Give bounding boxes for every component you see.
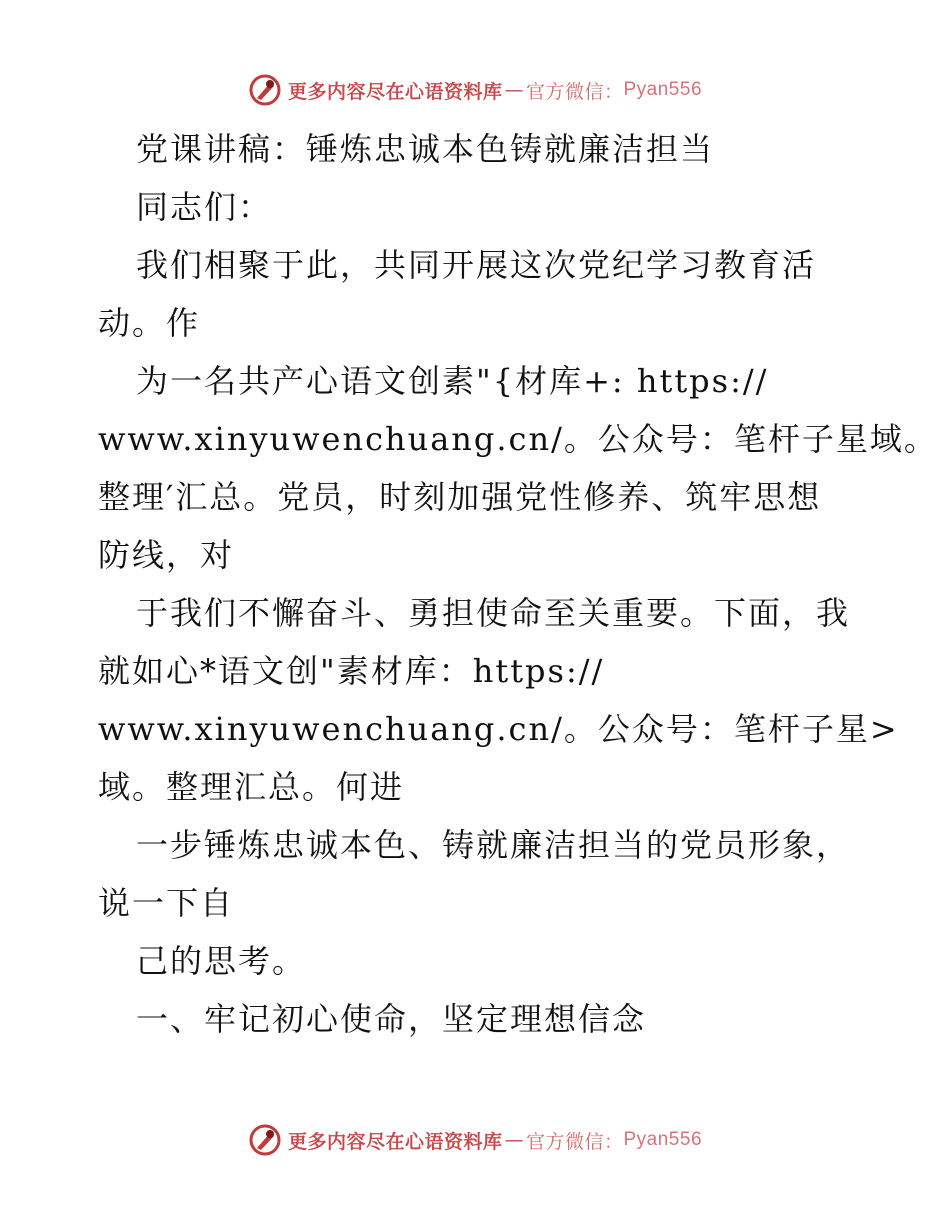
pen-logo-icon [248,1123,282,1157]
paragraph-line: 就如心*语文创"素材库：https:// [98,652,605,690]
paragraph-line: 整理′汇总。党员，时刻加强党性修养、筑牢思想 [98,478,822,516]
banner-wechat-label: 官方微信： [525,1130,624,1153]
paragraph-line: 于我们不懈奋斗、勇担使命至关重要。下面，我 [136,594,851,632]
paragraph-line: 防线，对 [98,536,235,574]
paragraph-line: 域。整理汇总。何进 [98,768,405,806]
paragraph-line: 我们相聚于此，共同开展这次党纪学习教育活 [136,246,817,284]
paragraph-line: 一步锤炼忠诚本色、铸就廉洁担当的党员形象， [136,826,851,864]
salutation: 同志们： [136,188,273,226]
paragraph-line: 己的思考。 [136,942,307,980]
banner-dash: — [504,79,524,101]
document-title: 党课讲稿：锤炼忠诚本色铸就廉洁担当 [136,130,715,168]
header-banner [0,68,950,112]
banner-main-text: 更多内容尽在心语资料库 [287,80,503,103]
banner-main-text: 更多内容尽在心语资料库 [287,1130,503,1153]
section-heading: 一、牢记初心使命，坚定理想信念 [136,1000,647,1038]
banner-wechat-id: Pyan556 [623,1129,703,1150]
paragraph-line: www.xinyuwenchuang.cn/。公众号：笔杆子星> [98,710,899,748]
document-body [98,120,938,1048]
banner-wechat-label: 官方微信： [525,80,624,103]
paragraph-line: 为一名共产心语文创素"{材库+: https:// [136,362,769,400]
paragraph-line: 动。作 [98,304,201,342]
footer-banner [0,1118,950,1162]
banner-dash: — [504,1129,524,1151]
pen-logo-icon [248,73,282,107]
paragraph-line: www.xinyuwenchuang.cn/。公众号：笔杆子星域。 [98,420,938,458]
paragraph-line: 说一下自 [98,884,235,922]
banner-wechat-id: Pyan556 [623,79,703,100]
